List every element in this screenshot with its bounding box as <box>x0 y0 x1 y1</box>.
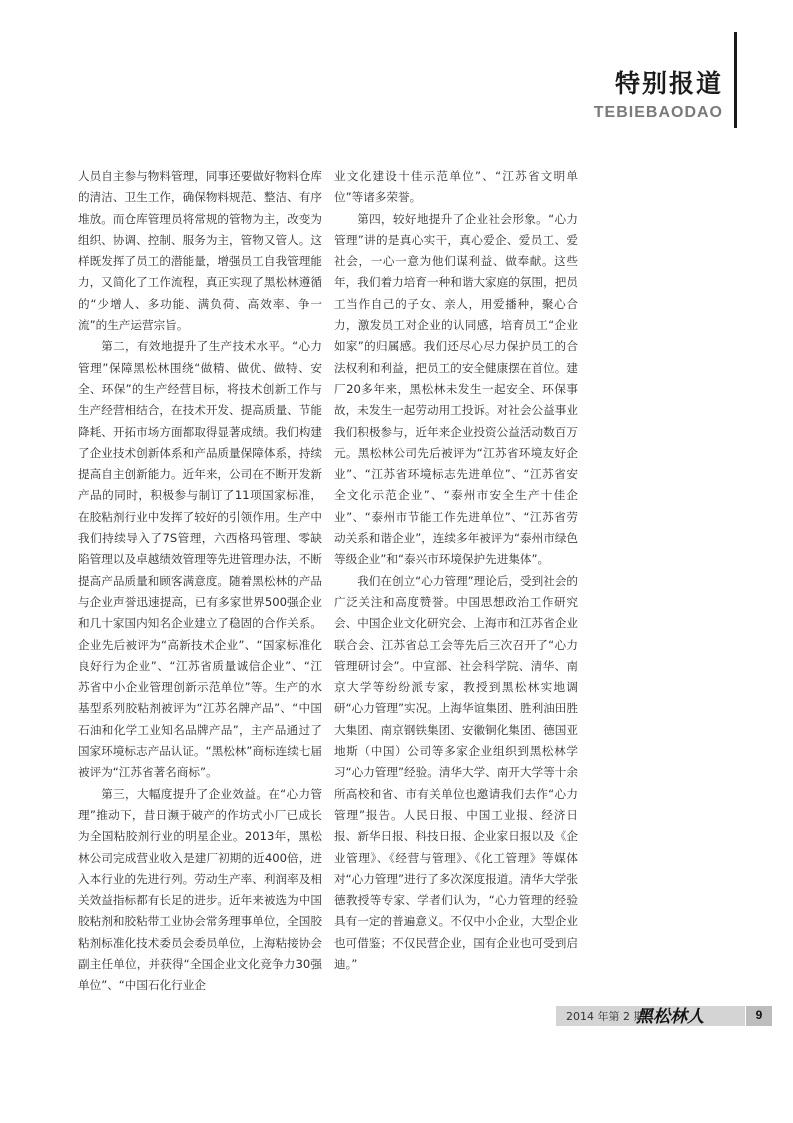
paragraph: 第四，较好地提升了企业社会形象。“心力管理”讲的是真心实干，真心爱企、爱员工、爱社会，一心一意为他们谋利益、做奉献。这些年，我们着力培育一种和谐大家庭的氛围，把员工当作自己的子女、亲人，用爱播种，聚心合力，激发员工对企业的认同感，培育员工“企业如家”的归属感。我们还尽心尽力保护员工的合法权利和利益，把员工的安全健康摆在首位。建厂20多年来，黑松林未发生一起安全、环保事故，未发生一起劳动用工投诉。对社会公益事业我们积极参与，近年来企业投资公益活动数百万元。黑松林公司先后被评为“江苏省环境友好企业”、“江苏省环境标志先进单位”、“江苏省安全文化示范企业”、“泰州市安全生产十佳企业”、“泰州市节能工作先进单位”、“江苏省劳动关系和谐企业”，连续多年被评为“泰州市绿色等级企业”和“泰兴市环境保护先进集体”。 <box>334 211 578 567</box>
paragraph: 第二，有效地提升了生产技术水平。“心力管理”保障黑松林围绕“做精、做优、做特、安全、环保”的生产经营目标，将技术创新工作与生产经营相结合，在技术开发、提高质量、节能降耗、开拓市场方面都取得显著成绩。我们构建了企业技术创新体系和产品质量保障体系，持续提高自主创新能力。近年来，公司在不断开发新产品的同时，积极参与制订了11项国家标准，在胶粘剂行业中发挥了较好的引领作用。生产中我们持续导入了7S管理，六西格玛管理、零缺陷管理以及卓越绩效管理等先进管理办法，不断提高产品质量和顾客满意度。随着黑松林的产品与企业声誉迅速提高，已有多家世界500强企业和几十家国内知名企业建立了稳固的合作关系。企业先后被评为“高新技术企业”、“国家标准化良好行为企业”、“江苏省质量诚信企业”、“江苏省中小企业管理创新示范单位”等。生产的水基型系列胶粘剂被评为“江苏名牌产品”、“中国石油和化学工业知名品牌产品”，主产品通过了国家环境标志产品认证。“黑松林”商标连续七届被评为“江苏省著名商标”。 <box>78 339 322 780</box>
section-title: 特别报道 <box>614 69 723 98</box>
article-right-column <box>334 166 578 975</box>
paragraph: 我们在创立“心力管理”理论后，受到社会的广泛关注和高度赞誉。中国思想政治工作研究会、中国企业文化研究会、上海市和江苏省企业联合会、江苏省总工会等先后三次召开了“心力管理研讨会”。中宣部、社会科学院、清华、南京大学等纷纷派专家，教授到黑松林实地调研“心力管理”实况。上海华谊集团、胜利油田胜大集团、南京钢铁集团、安徽铜化集团、德国亚地斯（中国）公司等多家企业组织到黑松林学习“心力管理”经验。清华大学、南开大学等十余所高校和省、市有关单位也邀请我们去作“心力管理”报告。人民日报、中国工业报、经济日报、新华日报、科技日报、企业家日报以及《企业管理》、《经营与管理》、《化工管理》等媒体对“心力管理”进行了多次深度报道。清华大学张德教授等专家、学者们认为，“心力管理的经验具有一定的普遍意义。不仅中小企业，大型企业也可借鉴；不仅民营企业，国有企业也可受到启迪。” <box>334 573 578 971</box>
paragraph: 第三，大幅度提升了企业效益。在“心力管理”推动下，昔日濒于破产的作坊式小厂已成长为全国粘胶剂行业的明星企业。2013年，黑松林公司完成营业收入是建厂初期的近400倍，进入本行业的先进行列。劳动生产率、利润率及相关效益指标都有长足的进步。近年来被选为中国胶粘剂和胶粘带工业协会常务理事单位，全国胶粘剂标准化技术委员会委员单位，上海粘接协会副主任单位，并获得“全国企业文化竞争力30强单位”、“中国石化行业企 <box>78 786 322 993</box>
brand-logo-text: 黑松林人 <box>636 1007 704 1027</box>
paragraph: 业文化建设十佳示范单位”、“江苏省文明单位”等诸多荣誉。 <box>334 169 578 205</box>
article-left-column <box>78 166 322 997</box>
page-number: 9 <box>755 1008 763 1022</box>
section-pinyin: TEBIEBAODAO <box>593 104 723 121</box>
header-divider <box>734 32 737 128</box>
paragraph: 人员自主参与物料管理，同事还要做好物料仓库的清洁、卫生工作，确保物料规范、整洁、有序堆放。而仓库管理员将常规的管物为主，改变为组织、协调、控制、服务为主，管物又管人。这样既发挥了员工的潜能量，增强员工自我管理能力，又简化了工作流程，真正实现了黑松林遵循的“少增人、多功能、满负荷、高效率、争一流”的生产运营宗旨。 <box>78 169 322 333</box>
issue-label: 2014 年第 2 期 <box>566 1010 645 1023</box>
